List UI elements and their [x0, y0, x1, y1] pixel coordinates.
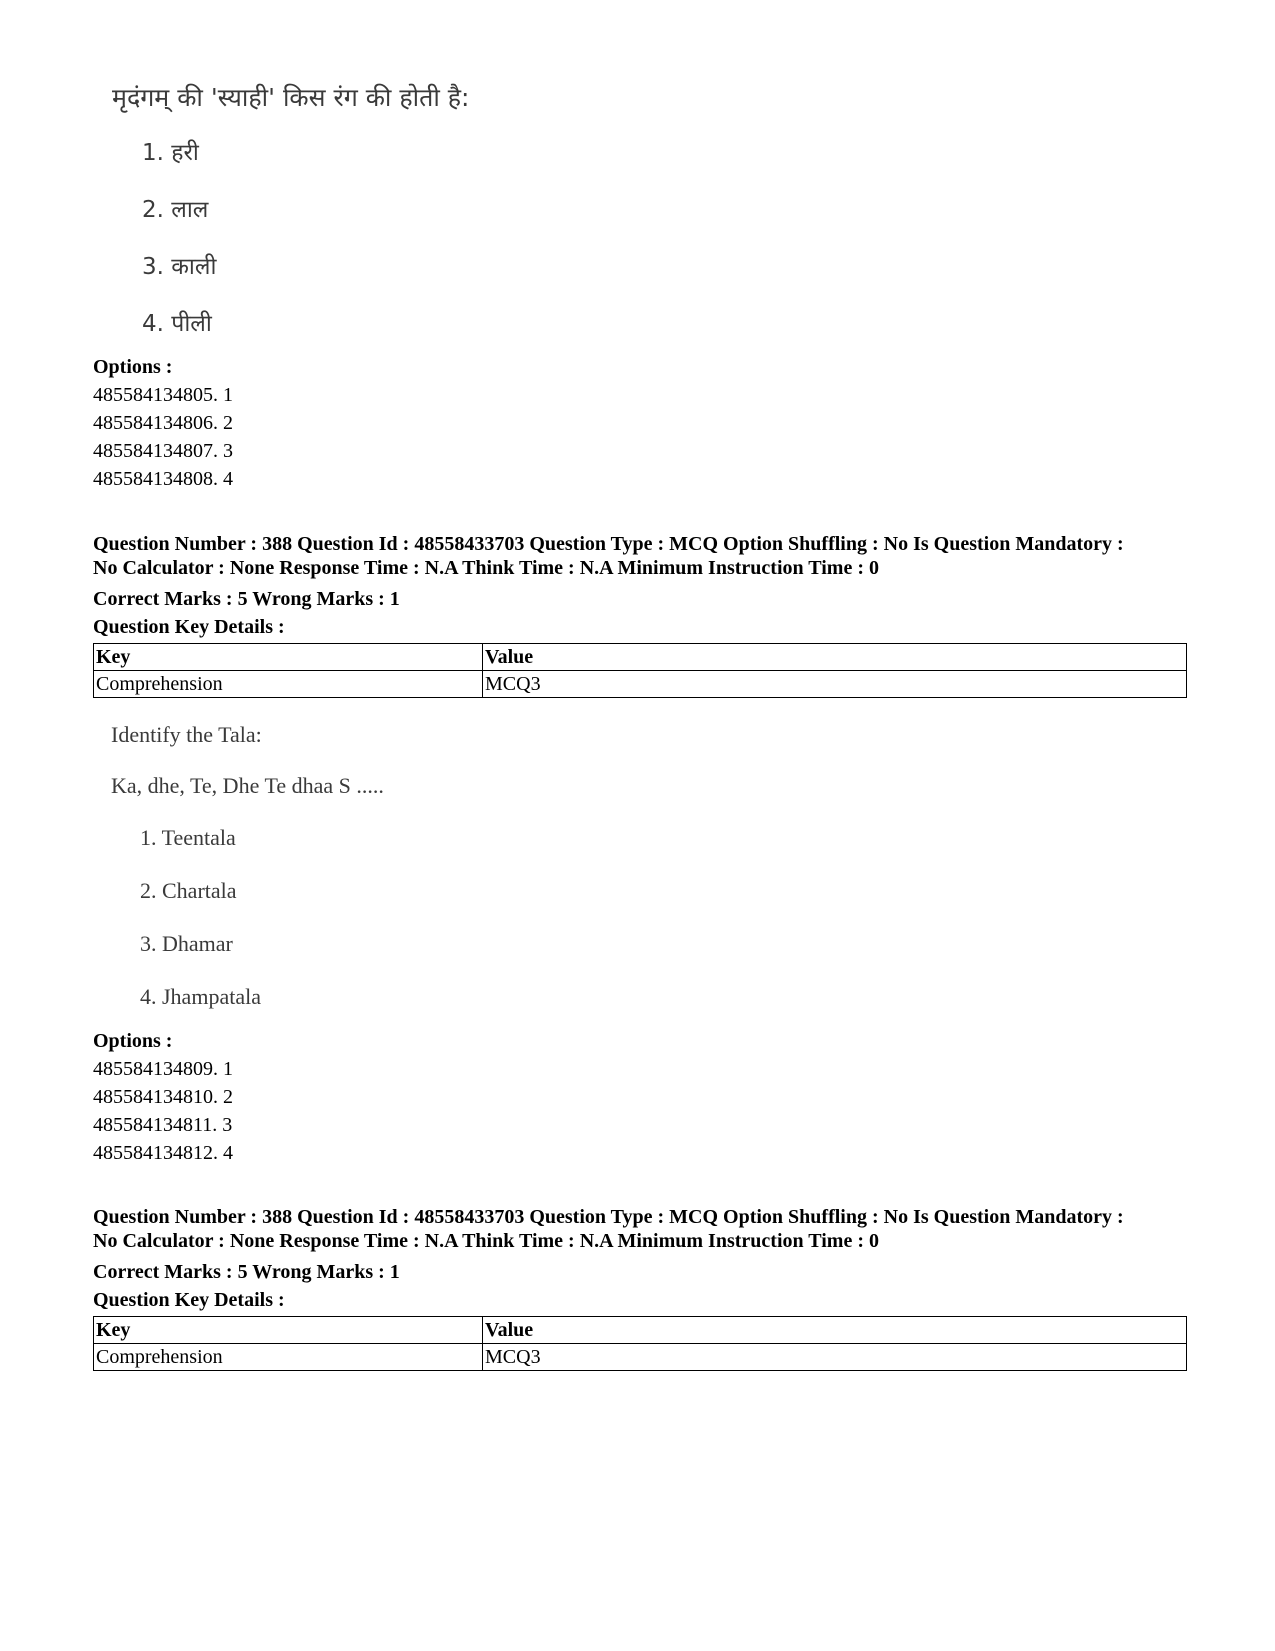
table-header-value: Value: [483, 644, 1187, 671]
question-stem-line2: Ka, dhe, Te, Dhe Te dhaa S .....: [111, 773, 384, 798]
table-cell-value: MCQ3: [483, 1344, 1187, 1371]
question-meta-line1: Question Number : 388 Question Id : 48558433703 Question Type : MCQ Option Shuffling : No Is Question Mandatory :: [93, 533, 1124, 555]
option-id-line: 485584134811. 3: [93, 1114, 233, 1136]
table-header-row: [94, 644, 1187, 671]
question-meta-line2: No Calculator : None Response Time : N.A Think Time : N.A Minimum Instruction Time : 0: [93, 1230, 879, 1252]
key-details-label: Question Key Details :: [93, 616, 285, 638]
question-stem: Identify the Tala:: [111, 722, 262, 747]
option-id-line: 485584134805. 1: [93, 384, 233, 406]
question-stem: मृदंगम् की 'स्याही' किस रंग की होती है:: [112, 83, 470, 112]
image-option-2: 2. Chartala: [140, 878, 237, 903]
table-header-value: Value: [483, 1317, 1187, 1344]
table-cell-value: MCQ3: [483, 671, 1187, 698]
image-option-3: 3. Dhamar: [140, 931, 233, 956]
table-header-row: [94, 1317, 1187, 1344]
option-id-line: 485584134810. 2: [93, 1086, 233, 1108]
options-label: Options :: [93, 1030, 173, 1052]
key-details-label: Question Key Details :: [93, 1289, 285, 1311]
image-option-1: 1. हरी: [142, 140, 199, 166]
key-details-table: [93, 1316, 1187, 1371]
option-id-line: 485584134812. 4: [93, 1142, 233, 1164]
image-option-4: 4. Jhampatala: [140, 984, 261, 1009]
question-meta: [93, 532, 1203, 580]
question-meta: [93, 1205, 1203, 1253]
option-id-line: 485584134809. 1: [93, 1058, 233, 1080]
option-id-line: 485584134808. 4: [93, 468, 233, 490]
table-row: [94, 671, 1187, 698]
table-cell-key: Comprehension: [94, 1344, 483, 1371]
table-row: [94, 1344, 1187, 1371]
table-header-key: Key: [94, 1317, 483, 1344]
question-meta-line2: No Calculator : None Response Time : N.A Think Time : N.A Minimum Instruction Time : 0: [93, 557, 879, 579]
table-cell-key: Comprehension: [94, 671, 483, 698]
marks-line: Correct Marks : 5 Wrong Marks : 1: [93, 588, 400, 610]
image-option-3: 3. काली: [142, 254, 217, 280]
table-header-key: Key: [94, 644, 483, 671]
image-option-2: 2. लाल: [142, 197, 209, 223]
option-id-line: 485584134807. 3: [93, 440, 233, 462]
option-id-line: 485584134806. 2: [93, 412, 233, 434]
question-meta-line1: Question Number : 388 Question Id : 48558433703 Question Type : MCQ Option Shuffling : No Is Question Mandatory :: [93, 1206, 1124, 1228]
image-option-4: 4. पीली: [142, 311, 212, 337]
marks-line: Correct Marks : 5 Wrong Marks : 1: [93, 1261, 400, 1283]
key-details-table: [93, 643, 1187, 698]
image-option-1: 1. Teentala: [140, 825, 236, 850]
options-label: Options :: [93, 356, 173, 378]
